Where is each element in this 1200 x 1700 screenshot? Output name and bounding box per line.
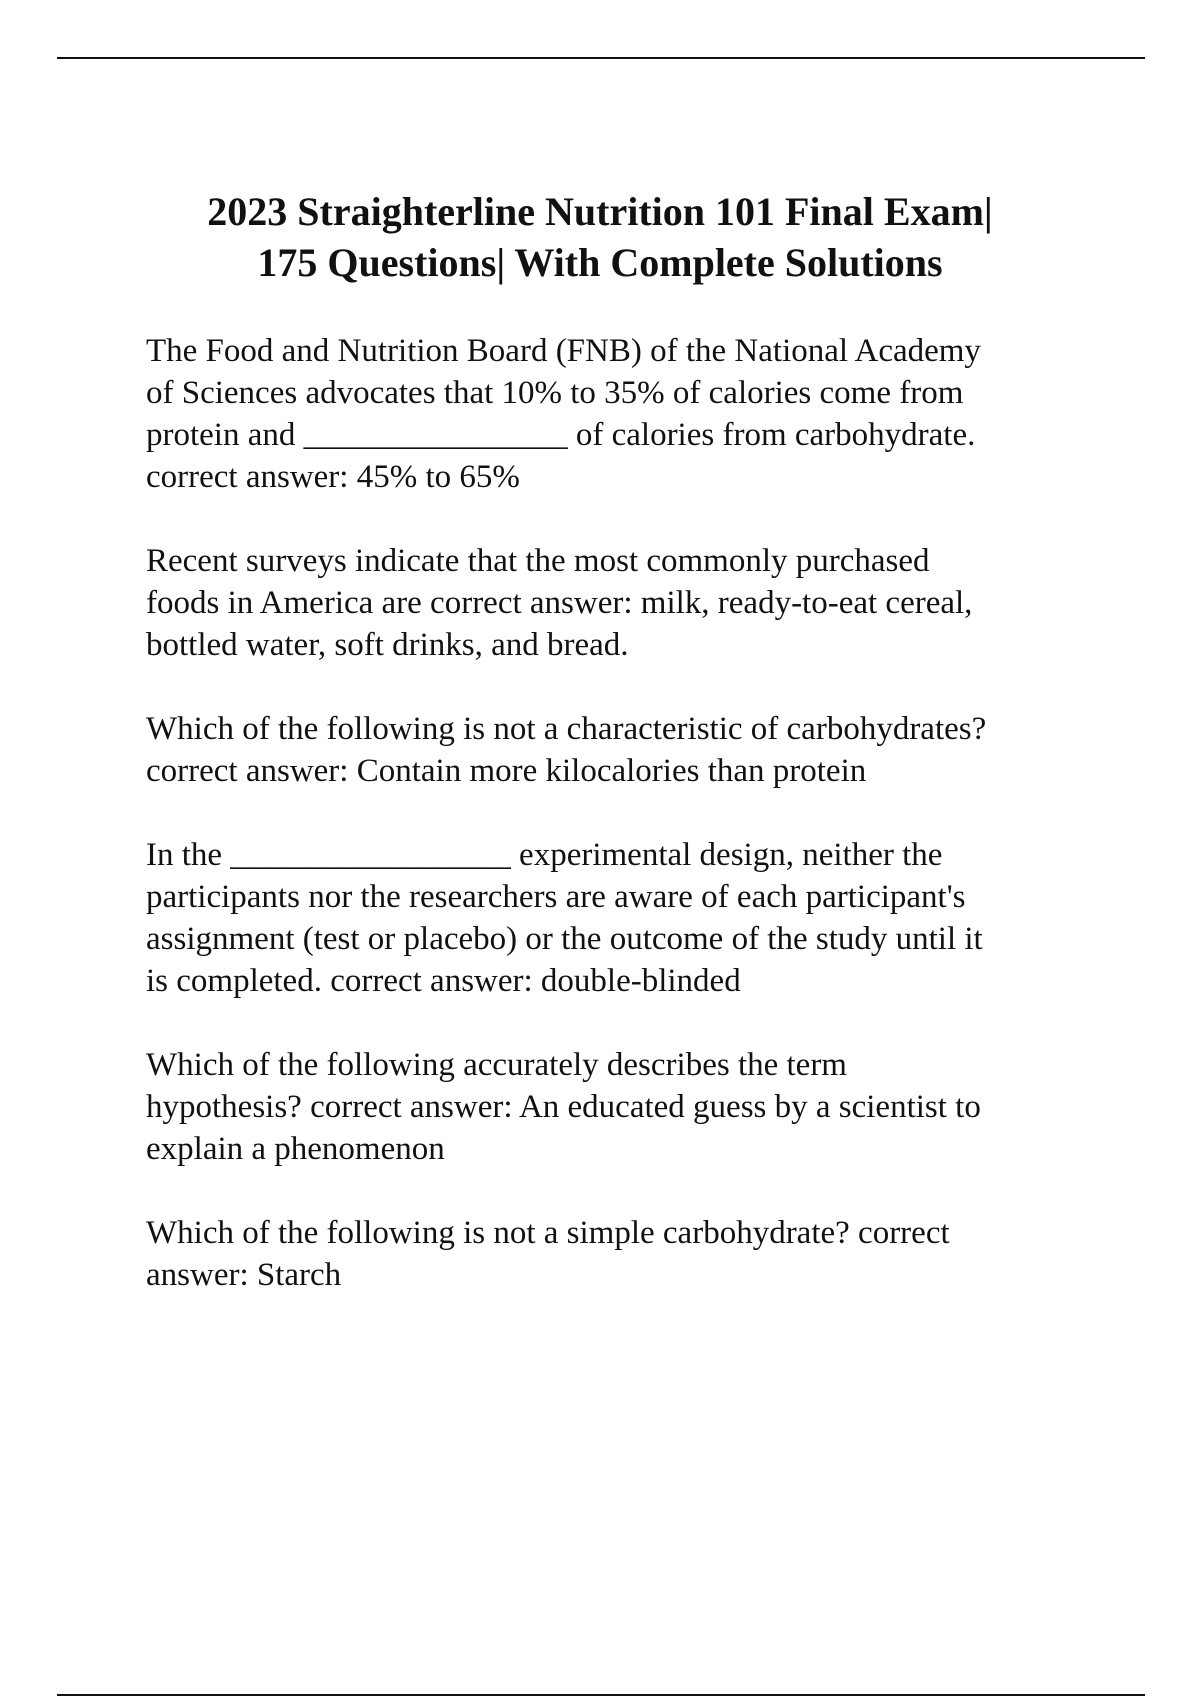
question-item	[146, 540, 1106, 666]
document-title	[100, 186, 1100, 288]
top-divider	[57, 57, 1145, 59]
text-line: hypothesis? correct answer: An educated guess by a scientist to	[146, 1089, 981, 1125]
question-item	[146, 330, 1106, 498]
text-line: In the _________________ experimental design, neither the	[146, 837, 943, 873]
question-item	[146, 834, 1106, 1002]
text-line: bottled water, soft drinks, and bread.	[146, 627, 629, 663]
text-line: Which of the following accurately describes the term	[146, 1047, 847, 1083]
title-line: 2023 Straighterline Nutrition 101 Final Exam|	[207, 189, 993, 234]
text-line: answer: Starch	[146, 1257, 342, 1293]
text-line: participants nor the researchers are aware of each participant's	[146, 879, 966, 915]
question-item	[146, 1212, 1106, 1296]
text-line: of Sciences advocates that 10% to 35% of calories come from	[146, 375, 964, 411]
text-line: assignment (test or placebo) or the outcome of the study until it	[146, 921, 983, 957]
question-item	[146, 1044, 1106, 1170]
text-line: Recent surveys indicate that the most commonly purchased	[146, 543, 930, 579]
text-line: is completed. correct answer: double-blinded	[146, 963, 741, 999]
title-line: 175 Questions| With Complete Solutions	[257, 240, 943, 285]
question-list	[146, 330, 1106, 1338]
text-line: Which of the following is not a simple carbohydrate? correct	[146, 1215, 950, 1251]
text-line: correct answer: 45% to 65%	[146, 459, 520, 495]
text-line: foods in America are correct answer: milk, ready-to-eat cereal,	[146, 585, 973, 621]
text-line: The Food and Nutrition Board (FNB) of the National Academy	[146, 333, 981, 369]
bottom-divider	[57, 1694, 1145, 1696]
text-line: protein and ________________ of calories from carbohydrate.	[146, 417, 976, 453]
question-item	[146, 708, 1106, 792]
text-line: correct answer: Contain more kilocalories than protein	[146, 753, 867, 789]
text-line: explain a phenomenon	[146, 1131, 445, 1167]
text-line: Which of the following is not a characteristic of carbohydrates?	[146, 711, 987, 747]
